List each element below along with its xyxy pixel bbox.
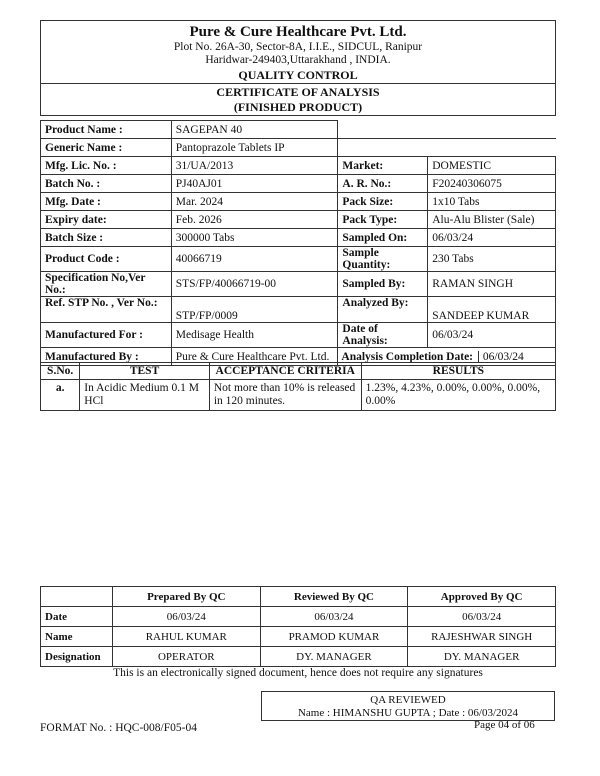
company-name: Pure & Cure Healthcare Pvt. Ltd. — [189, 24, 407, 40]
sample-qty-value: 230 Tabs — [428, 247, 556, 272]
reviewed-date: 06/03/24 — [260, 607, 408, 627]
table-row — [41, 175, 556, 193]
table-row — [41, 323, 556, 348]
mfg-lic-value: 31/UA/2013 — [171, 157, 338, 175]
approved-header: Approved By QC — [408, 587, 556, 607]
address-line-1: Plot No. 26A-30, Sector-8A, I.I.E., SIDCUL, Ranipur — [173, 41, 423, 53]
spec-label: Specification No,Ver No.: — [41, 272, 172, 297]
reviewed-designation: DY. MANAGER — [260, 647, 408, 667]
analyzed-by-label: Analyzed By: — [338, 297, 428, 323]
product-code-label: Product Code : — [41, 247, 172, 272]
prepared-name: RAHUL KUMAR — [112, 627, 260, 647]
table-row — [41, 297, 556, 323]
test-name: In Acidic Medium 0.1 M HCl — [80, 380, 210, 411]
signature-table — [40, 586, 556, 667]
results-header: RESULTS — [361, 363, 555, 380]
product-code-value: 40066719 — [171, 247, 338, 272]
batch-no-label: Batch No. : — [41, 175, 172, 193]
table-row — [41, 380, 556, 411]
pack-size-label: Pack Size: — [338, 193, 428, 211]
ar-no-label: A. R. No.: — [338, 175, 428, 193]
mfd-for-value: Medisage Health — [171, 323, 338, 348]
test-header: TEST — [80, 363, 210, 380]
date-label: Date — [41, 607, 113, 627]
table-row — [41, 139, 556, 157]
test-results-table — [40, 362, 556, 411]
qa-review-box — [261, 691, 555, 721]
table-row — [41, 607, 556, 627]
address-line-2: Haridwar-249403,Uttarakhand , INDIA. — [205, 54, 391, 66]
pack-size-value: 1x10 Tabs — [428, 193, 556, 211]
completion-label: Analysis Completion Date: — [341, 350, 474, 363]
sampled-by-value: RAMAN SINGH — [428, 272, 556, 297]
mfg-lic-label: Mfg. Lic. No. : — [41, 157, 172, 175]
batch-size-label: Batch Size : — [41, 229, 172, 247]
analysis-date-value: 06/03/24 — [428, 323, 556, 348]
pack-type-label: Pack Type: — [338, 211, 428, 229]
expiry-label: Expiry date: — [41, 211, 172, 229]
qa-detail: Name : HIMANSHU GUPTA ; Date : 06/03/2024 — [297, 707, 519, 719]
table-header-row — [41, 587, 556, 607]
sno-header: S.No. — [41, 363, 80, 380]
certificate-title: CERTIFICATE OF ANALYSIS — [216, 85, 380, 99]
company-header — [40, 20, 556, 84]
table-header-row — [41, 363, 556, 380]
batch-no-value: PJ40AJ01 — [171, 175, 338, 193]
reviewed-name: PRAMOD KUMAR — [260, 627, 408, 647]
generic-name-label: Generic Name : — [41, 139, 172, 157]
completion-value: 06/03/24 — [478, 351, 528, 363]
product-name-label: Product Name : — [41, 121, 172, 139]
sampled-on-label: Sampled On: — [338, 229, 428, 247]
prepared-header: Prepared By QC — [112, 587, 260, 607]
mfd-by-value: Pure & Cure Healthcare Pvt. Ltd. — [171, 348, 338, 366]
table-row — [41, 211, 556, 229]
certificate-subtitle: (FINISHED PRODUCT) — [233, 100, 363, 114]
market-value: DOMESTIC — [428, 157, 556, 175]
approved-name: RAJESHWAR SINGH — [408, 627, 556, 647]
ref-stp-value: STP/FP/0009 — [171, 297, 338, 323]
mfd-by-label: Manufactured By : — [41, 348, 172, 366]
qa-title: QA REVIEWED — [370, 694, 446, 706]
spec-value: STS/FP/40066719-00 — [171, 272, 338, 297]
certificate-title-box — [40, 84, 556, 116]
criteria-header: ACCEPTANCE CRITERIA — [209, 363, 361, 380]
test-results: 1.23%, 4.23%, 0.00%, 0.00%, 0.00%, 0.00% — [361, 380, 555, 411]
reviewed-header: Reviewed By QC — [260, 587, 408, 607]
batch-size-value: 300000 Tabs — [171, 229, 338, 247]
electronic-signature-note: This is an electronically signed document, hence does not require any signatures — [113, 667, 483, 679]
sampled-on-value: 06/03/24 — [428, 229, 556, 247]
market-label: Market: — [338, 157, 428, 175]
generic-name-value: Pantoprazole Tablets IP — [171, 139, 338, 157]
table-row — [41, 272, 556, 297]
test-sno: a. — [41, 380, 80, 411]
sampled-by-label: Sampled By: — [338, 272, 428, 297]
approved-date: 06/03/24 — [408, 607, 556, 627]
analysis-date-label: Date of Analysis: — [338, 323, 428, 348]
table-row — [41, 647, 556, 667]
product-info-table — [40, 120, 556, 366]
analyzed-by-value: SANDEEP KUMAR — [428, 297, 556, 323]
ar-no-value: F20240306075 — [428, 175, 556, 193]
test-criteria: Not more than 10% is released in 120 minutes. — [209, 380, 361, 411]
page-number: Page 04 of 06 — [474, 719, 535, 731]
expiry-value: Feb. 2026 — [171, 211, 338, 229]
prepared-date: 06/03/24 — [112, 607, 260, 627]
ref-stp-label: Ref. STP No. , Ver No.: — [41, 297, 172, 323]
table-row — [41, 247, 556, 272]
table-row — [41, 627, 556, 647]
approved-designation: DY. MANAGER — [408, 647, 556, 667]
table-row — [41, 193, 556, 211]
prepared-designation: OPERATOR — [112, 647, 260, 667]
mfd-for-label: Manufactured For : — [41, 323, 172, 348]
mfg-date-value: Mar. 2024 — [171, 193, 338, 211]
table-row — [41, 229, 556, 247]
designation-label: Designation — [41, 647, 113, 667]
mfg-date-label: Mfg. Date : — [41, 193, 172, 211]
name-label: Name — [41, 627, 113, 647]
product-name-value: SAGEPAN 40 — [171, 121, 338, 139]
format-number: FORMAT No. : HQC-008/F05-04 — [40, 722, 197, 734]
department-title: QUALITY CONTROL — [238, 68, 358, 82]
table-row — [41, 121, 556, 139]
sample-qty-label: Sample Quantity: — [338, 247, 428, 272]
table-row — [41, 157, 556, 175]
pack-type-value: Alu-Alu Blister (Sale) — [428, 211, 556, 229]
